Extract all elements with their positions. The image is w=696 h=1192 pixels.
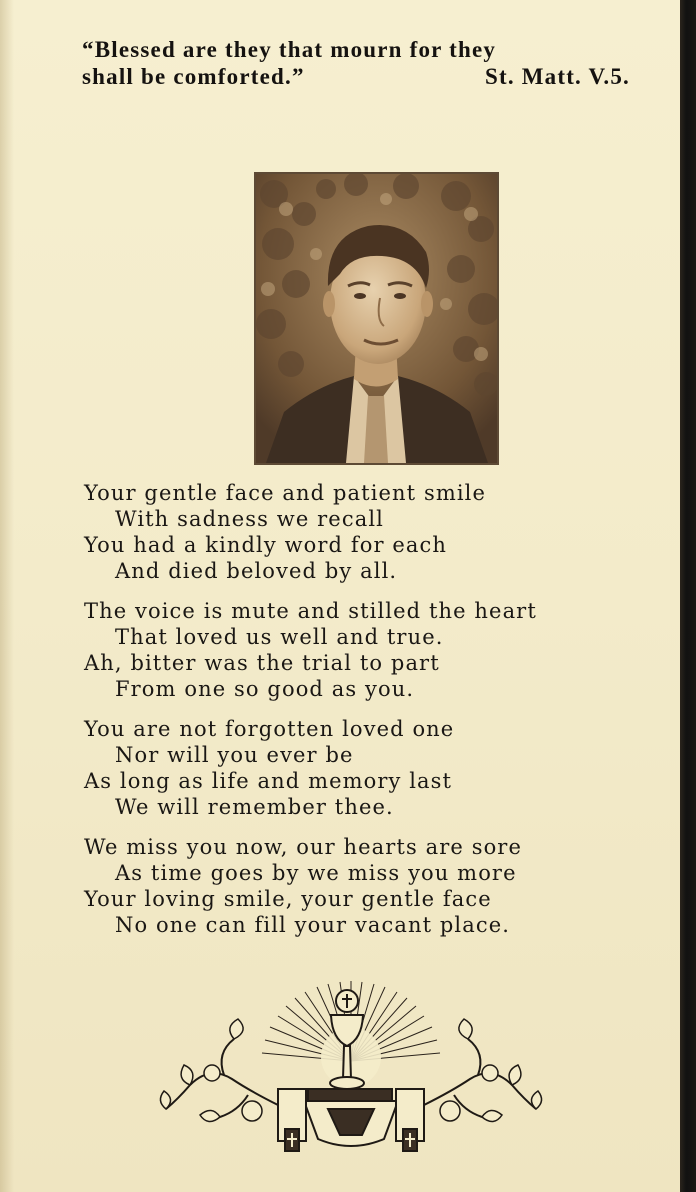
poem-line: Nor will you ever be	[115, 743, 354, 767]
poem-line: Your loving smile, your gentle face	[84, 887, 492, 911]
poem-line: From one so good as you.	[115, 677, 415, 701]
memorial-poem	[84, 480, 644, 952]
poem-line: No one can fill your vacant place.	[115, 913, 511, 937]
poem-line: As time goes by we miss you more	[115, 861, 517, 885]
altar	[278, 1089, 424, 1151]
poem-stanza	[84, 716, 644, 820]
poem-line: We miss you now, our hearts are sore	[84, 835, 522, 859]
poem-stanza	[84, 480, 644, 584]
portrait-illustration	[256, 174, 497, 463]
poem-line: The voice is mute and stilled the heart	[84, 599, 537, 623]
quote-reference: St. Matt. V.5.	[484, 64, 630, 89]
quote-line-2	[82, 63, 630, 90]
poem-line: That loved us well and true.	[115, 625, 444, 649]
poem-line: Your gentle face and patient smile	[84, 481, 487, 505]
poem-stanza	[84, 834, 644, 938]
quote-line-1	[82, 36, 630, 63]
chalice-emblem	[154, 975, 548, 1167]
poem-line: And died beloved by all.	[115, 559, 398, 583]
poem-line: We will remember thee.	[115, 795, 394, 819]
right-leaves	[440, 1019, 542, 1122]
poem-line: With sadness we recall	[115, 507, 384, 531]
scripture-quote	[82, 36, 630, 90]
poem-stanza	[84, 598, 644, 702]
portrait-photo	[254, 172, 499, 465]
paper-shadow	[0, 0, 14, 1192]
card-edge	[680, 0, 696, 1192]
poem-line: You are not forgotten loved one	[84, 717, 455, 741]
quote-text-1: “Blessed are they that mourn for they	[82, 37, 497, 62]
poem-line: You had a kindly word for each	[84, 533, 448, 557]
poem-line: As long as life and memory last	[84, 769, 453, 793]
left-leaves	[160, 1019, 262, 1122]
quote-text-2: shall be comforted.”	[82, 64, 305, 89]
poem-line: Ah, bitter was the trial to part	[84, 651, 440, 675]
